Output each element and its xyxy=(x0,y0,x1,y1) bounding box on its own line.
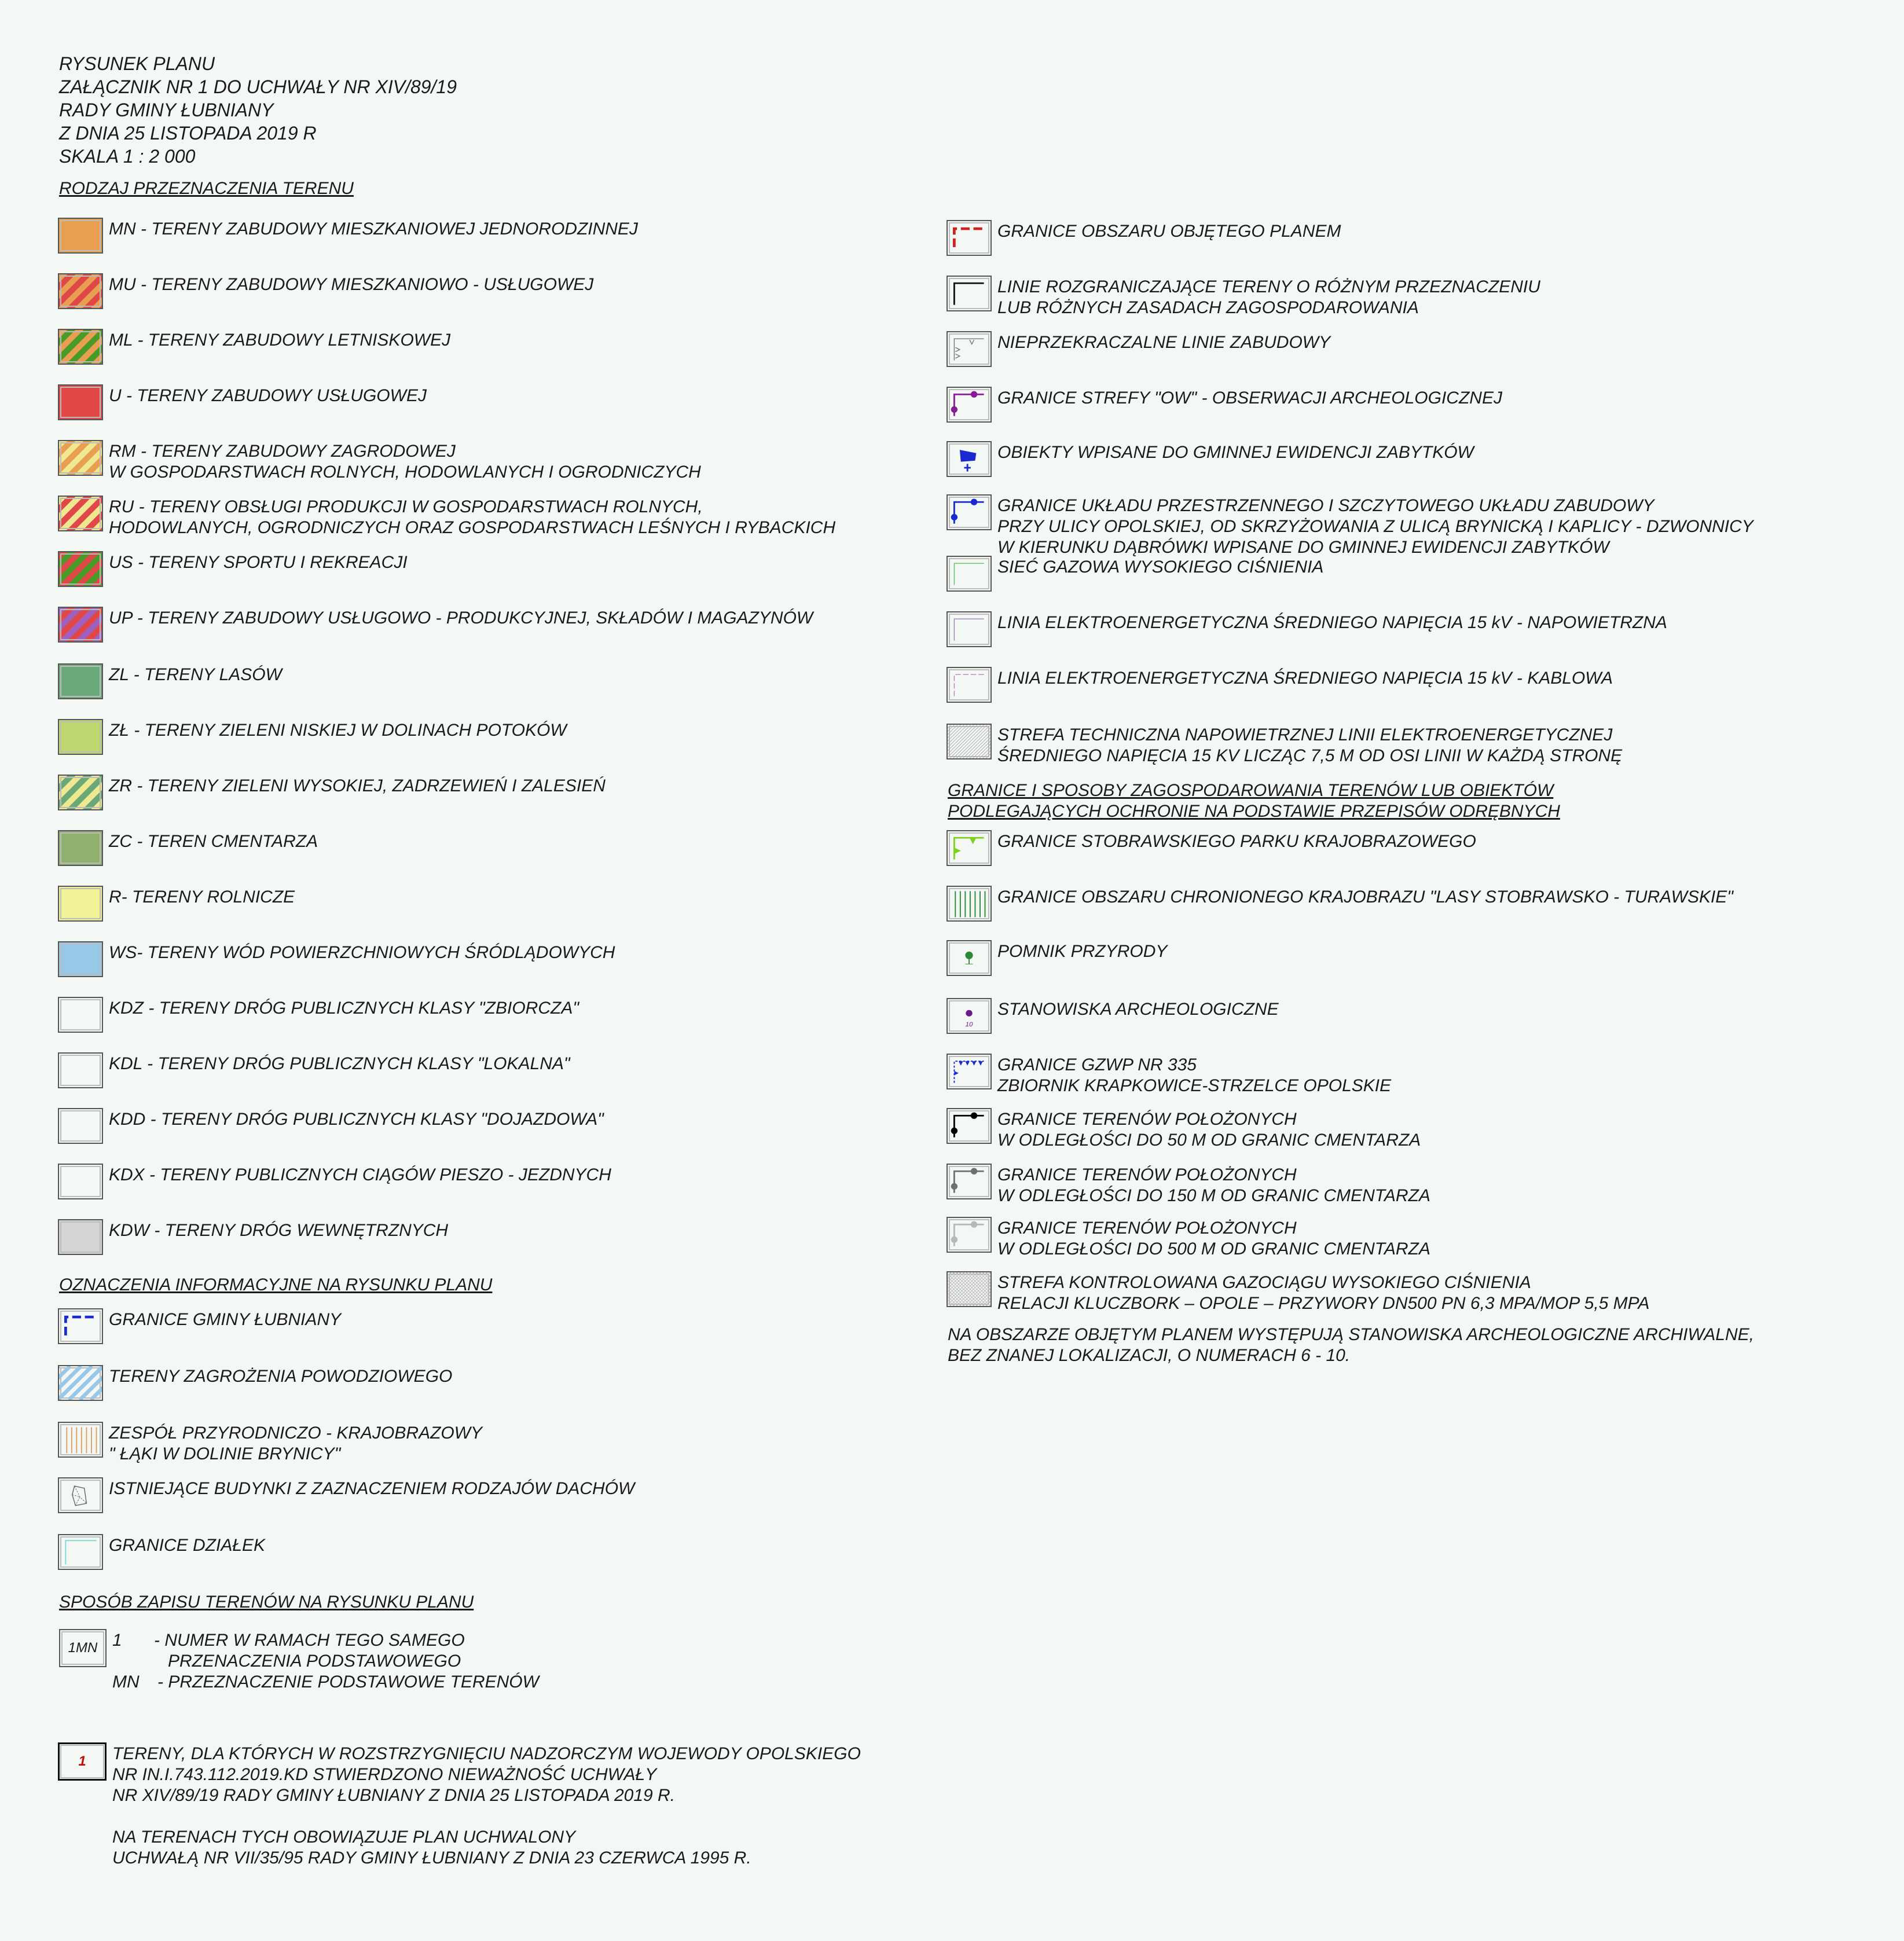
legend-swatch xyxy=(947,1271,992,1307)
legend-label xyxy=(997,1055,1391,1096)
legend-swatch xyxy=(947,387,992,423)
vertical-lines-icon xyxy=(948,887,990,920)
legend-item xyxy=(58,383,427,420)
notation-code: 1 xyxy=(112,1631,122,1650)
legend-label-line: TERENY ZAGROŻENIA POWODZIOWEGO xyxy=(109,1367,453,1386)
legend-label-line: ZBIORNIK KRAPKOWICE-STRZELCE OPOLSKIE xyxy=(997,1076,1392,1095)
legend-swatch xyxy=(947,1054,992,1089)
legend-label-line: ZESPÓŁ PRZYRODNICZO - KRAJOBRAZOWY xyxy=(109,1423,483,1443)
legend-item xyxy=(947,1216,1430,1260)
legend-item xyxy=(58,328,450,365)
legend-item xyxy=(58,885,295,922)
legend-label-line: MU - TERENY ZABUDOWY MIESZKANIOWO - USŁUGOWEJ xyxy=(109,275,594,294)
legend-label xyxy=(997,668,1613,689)
legend-label-line: PRZY ULICY OPOLSKIEJ, OD SKRZYŻOWANIA Z ULICĄ BRYNICKĄ I KAPLICY - DZWONNICY xyxy=(997,517,1753,536)
legend-label xyxy=(109,274,593,295)
legend-swatch xyxy=(58,941,103,977)
legend-label xyxy=(997,1165,1430,1206)
notation-desc: - NUMER W RAMACH TEGO SAMEGO xyxy=(154,1631,465,1650)
hatch-icon xyxy=(59,1366,102,1400)
notation-box xyxy=(59,1629,107,1667)
legend-item xyxy=(947,219,1341,256)
legend-swatch xyxy=(947,940,992,976)
legend-label-line: ISTNIEJĄCE BUDYNKI Z ZAZNACZENIEM RODZAJÓW DACHÓW xyxy=(109,1479,635,1498)
legend-label-line: OBIEKTY WPISANE DO GMINNEJ EWIDENCJI ZABYTKÓW xyxy=(997,443,1474,462)
legend-item xyxy=(947,1270,1649,1314)
legend-label-line: W ODLEGŁOŚCI DO 500 M OD GRANIC CMENTARZA xyxy=(997,1239,1430,1258)
legend-item xyxy=(58,1107,604,1144)
dashed-boundary-icon xyxy=(948,221,990,255)
legend-swatch xyxy=(58,1108,103,1144)
legend-label-line: GRANICE GMINY ŁUBNIANY xyxy=(109,1310,342,1329)
legend-label xyxy=(997,999,1279,1020)
arrow-boundary-icon xyxy=(948,1055,990,1088)
legend-label xyxy=(109,1478,634,1499)
invalidated-box-label: 1 xyxy=(78,1753,86,1769)
triangle-boundary-icon xyxy=(948,831,990,865)
solid-boundary-icon xyxy=(948,277,990,310)
legend-label-line: W ODLEGŁOŚCI DO 50 M OD GRANIC CMENTARZA xyxy=(997,1131,1421,1150)
legend-swatch xyxy=(58,775,103,810)
legend-label-line: UP - TERENY ZABUDOWY USŁUGOWO - PRODUKCYJNEJ, SKŁADÓW I MAGAZYNÓW xyxy=(109,608,813,628)
legend-label xyxy=(109,1423,482,1465)
legend-label xyxy=(109,1220,448,1241)
legend-item xyxy=(58,1421,482,1465)
legend-item xyxy=(58,773,606,810)
legend-item xyxy=(947,1107,1421,1151)
legend-label xyxy=(997,496,1753,558)
legend-item xyxy=(947,1162,1430,1206)
legend-item xyxy=(58,1218,448,1255)
legend-item xyxy=(947,939,1167,976)
dotted-boundary-icon xyxy=(948,1109,990,1143)
dotted-boundary-icon xyxy=(948,496,990,529)
legend-label xyxy=(997,277,1540,318)
legend-label xyxy=(109,441,701,483)
legend-item xyxy=(58,494,835,538)
section-title-land-use: RODZAJ PRZEZNACZENIA TERENU xyxy=(59,179,354,198)
legend-label-line: KDD - TERENY DRÓG PUBLICZNYCH KLASY "DOJAZDOWA" xyxy=(109,1110,604,1129)
legend-label-line: ZŁ - TERENY ZIELENI NISKIEJ W DOLINACH POTOKÓW xyxy=(109,721,567,740)
legend-label xyxy=(109,330,450,351)
legend-label-line: KDZ - TERENY DRÓG PUBLICZNYCH KLASY "ZBIORCZA" xyxy=(109,999,579,1018)
notation-desc: PRZENACZENIA PODSTAWOWEGO xyxy=(168,1652,461,1671)
legend-item xyxy=(947,330,1330,367)
legend-label-line: ZC - TEREN CMENTARZA xyxy=(109,832,318,851)
legend-item xyxy=(58,662,282,699)
site-number: 10 xyxy=(965,1021,973,1028)
legend-label-line: GRANICE TERENÓW POŁOŻONYCH xyxy=(997,1110,1297,1129)
legend-swatch xyxy=(58,1477,103,1513)
legend-label xyxy=(997,831,1476,852)
legend-label-line: GRANICE GZWP NR 335 xyxy=(997,1055,1197,1074)
dashed-thin-line-icon xyxy=(948,668,990,702)
thin-line-icon xyxy=(948,557,990,590)
legend-label-line: GRANICE TERENÓW POŁOŻONYCH xyxy=(997,1165,1297,1184)
legend-label xyxy=(997,221,1341,242)
legend-label-line: W ODLEGŁOŚCI DO 150 M OD GRANIC CMENTARZA xyxy=(997,1186,1430,1205)
header-line: SKALA 1 : 2 000 xyxy=(59,146,196,167)
invalidated-line: NR XIV/89/19 RADY GMINY ŁUBNIANY Z DNIA 25 LISTOPADA 2019 R. xyxy=(112,1786,676,1805)
legend-label xyxy=(109,552,408,573)
legend-swatch xyxy=(947,331,992,367)
legend-swatch xyxy=(58,273,103,309)
legend-swatch xyxy=(58,997,103,1033)
invalidated-areas-item xyxy=(58,1741,861,1869)
legend-swatch xyxy=(58,1052,103,1088)
legend-swatch xyxy=(58,1422,103,1458)
legend-label xyxy=(109,1535,265,1556)
legend-item xyxy=(58,940,615,977)
legend-label xyxy=(109,942,615,963)
legend-label-line: RM - TERENY ZABUDOWY ZAGRODOWEJ xyxy=(109,442,456,461)
legend-item xyxy=(58,1162,611,1199)
legend-label xyxy=(997,1218,1430,1260)
legend-swatch xyxy=(947,667,992,703)
legend-item xyxy=(58,1533,265,1570)
legend-item xyxy=(58,718,567,755)
legend-swatch xyxy=(947,611,992,647)
section-title-protection-line: PODLEGAJĄCYCH OCHRONIE NA PODSTAWIE PRZEPISÓW ODRĘBNYCH xyxy=(948,802,1560,821)
legend-item xyxy=(58,217,638,254)
invalidated-text xyxy=(112,1744,861,1869)
legend-item xyxy=(947,885,1733,922)
legend-item xyxy=(947,274,1540,318)
legend-label-line: GRANICE STOBRAWSKIEGO PARKU KRAJOBRAZOWEGO xyxy=(997,832,1476,851)
notation-code: MN xyxy=(112,1672,140,1692)
legend-label xyxy=(997,388,1502,409)
legend-item xyxy=(947,997,1279,1034)
legend-swatch xyxy=(947,724,992,759)
legend-item xyxy=(58,1051,570,1088)
legend-label-line: KDX - TERENY PUBLICZNYCH CIĄGÓW PIESZO - JEZDNYCH xyxy=(109,1165,611,1184)
legend-swatch xyxy=(947,441,992,477)
archaeology-note xyxy=(948,1324,1754,1366)
legend-swatch xyxy=(947,494,992,530)
legend-swatch xyxy=(58,607,103,643)
legend-swatch xyxy=(58,496,103,531)
legend-label xyxy=(109,219,638,240)
legend-label-line: ŚREDNIEGO NAPIĘCIA 15 KV LICZĄC 7,5 M OD OSI LINII W KAŻDĄ STRONĘ xyxy=(997,746,1623,765)
legend-label xyxy=(109,665,282,685)
legend-label xyxy=(109,1309,341,1330)
legend-label-line: GRANICE OBSZARU OBJĘTEGO PLANEM xyxy=(997,222,1341,241)
thin-line-icon xyxy=(948,612,990,646)
legend-swatch xyxy=(58,1164,103,1199)
legend-label xyxy=(109,776,606,797)
legend-label-line: " ŁĄKI W DOLINIE BRYNICY" xyxy=(109,1444,341,1463)
invalidated-note-line: UCHWAŁĄ NR VII/35/95 RADY GMINY ŁUBNIANY Z DNIA 23 CZERWCA 1995 R. xyxy=(112,1848,751,1867)
legend-label-line: WS- TERENY WÓD POWIERZCHNIOWYCH ŚRÓDLĄDOWYCH xyxy=(109,943,615,962)
legend-label-line: LINIA ELEKTROENERGETYCZNA ŚREDNIEGO NAPIĘCIA 15 kV - KABLOWA xyxy=(997,669,1613,688)
dot-number-icon xyxy=(948,999,990,1033)
legend-swatch xyxy=(58,663,103,699)
legend-label-line: LINIA ELEKTROENERGETYCZNA ŚREDNIEGO NAPIĘCIA 15 kV - NAPOWIETRZNA xyxy=(997,613,1667,632)
legend-label-line: ZR - TERENY ZIELENI WYSOKIEJ, ZADRZEWIEŃ I ZALESIEŃ xyxy=(109,776,606,795)
legend-swatch xyxy=(947,886,992,922)
section-title-protection xyxy=(948,780,1560,822)
building-icon xyxy=(59,1478,102,1512)
legend-swatch xyxy=(58,218,103,254)
invalidated-line: NR IN.I.743.112.2019.KD STWIERDZONO NIEWAŻNOŚĆ UCHWAŁY xyxy=(112,1765,657,1784)
hatch-icon xyxy=(948,725,990,758)
legend-label-line: RU - TERENY OBSŁUGI PRODUKCJI W GOSPODARSTWACH ROLNYCH, xyxy=(109,497,703,516)
legend-label xyxy=(997,887,1733,908)
legend-swatch xyxy=(947,556,992,592)
archaeology-note-line: NA OBSZARZE OBJĘTYM PLANEM WYSTĘPUJĄ STANOWISKA ARCHEOLOGICZNE ARCHIWALNE, xyxy=(948,1325,1754,1344)
legend-label-line: US - TERENY SPORTU I REKREACJI xyxy=(109,553,408,572)
legend-swatch xyxy=(947,276,992,311)
legend-label xyxy=(997,1109,1421,1151)
legend-label xyxy=(997,941,1167,962)
legend-item xyxy=(947,555,1323,592)
legend-label-line: LUB RÓŻNYCH ZASADACH ZAGOSPODAROWANIA xyxy=(997,298,1419,317)
legend-swatch xyxy=(58,1534,103,1570)
legend-label xyxy=(109,386,427,406)
legend-swatch xyxy=(947,998,992,1034)
legend-label xyxy=(997,725,1622,766)
invalidated-box xyxy=(58,1742,107,1781)
legend-label xyxy=(997,442,1474,463)
legend-item xyxy=(947,1052,1391,1096)
legend-swatch xyxy=(947,830,992,866)
legend-item xyxy=(58,1307,341,1344)
legend-label xyxy=(109,887,295,908)
header-line: RADY GMINY ŁUBNIANY xyxy=(59,100,274,120)
monument-icon xyxy=(948,442,990,476)
legend-label xyxy=(997,332,1330,353)
archaeology-note-line: BEZ ZNANEJ LOKALIZACJI, O NUMERACH 6 - 10. xyxy=(948,1346,1351,1365)
legend-item xyxy=(947,722,1622,766)
legend-item xyxy=(58,550,408,587)
notation-text xyxy=(112,1630,633,1700)
legend-item xyxy=(58,272,593,309)
notation-box-label: 1MN xyxy=(68,1640,98,1656)
section-title-notation: SPOSÓB ZAPISU TERENÓW NA RYSUNKU PLANU xyxy=(59,1593,474,1612)
tree-icon xyxy=(948,941,990,975)
invalidated-line: TERENY, DLA KTÓRYCH W ROZSTRZYGNIĘCIU NADZORCZYM WOJEWODY OPOLSKIEGO xyxy=(112,1744,861,1763)
legend-label-line: W KIERUNKU DĄBRÓWKI WPISANE DO GMINNEJ EWIDENCJI ZABYTKÓW xyxy=(997,538,1609,557)
legend-swatch xyxy=(947,1108,992,1144)
dotted-boundary-icon xyxy=(948,388,990,421)
legend-swatch xyxy=(58,830,103,866)
notation-desc: - PRZEZNACZENIE PODSTAWOWE TERENÓW xyxy=(157,1672,539,1692)
legend-swatch xyxy=(947,1164,992,1199)
section-title-info: OZNACZENIA INFORMACYJNE NA RYSUNKU PLANU xyxy=(59,1275,493,1294)
legend-item xyxy=(58,439,701,483)
legend-item xyxy=(947,829,1476,866)
legend-label xyxy=(109,998,579,1019)
legend-label-line: GRANICE STREFY "OW" - OBSERWACJI ARCHEOLOGICZNEJ xyxy=(997,388,1502,408)
legend-label-line: KDW - TERENY DRÓG WEWNĘTRZNYCH xyxy=(109,1221,449,1240)
legend-item xyxy=(58,829,318,866)
legend-label xyxy=(109,1366,452,1387)
header-line: Z DNIA 25 LISTOPADA 2019 R xyxy=(59,123,317,144)
legend-label xyxy=(109,608,813,629)
legend-swatch xyxy=(58,1219,103,1255)
legend-swatch xyxy=(58,719,103,755)
legend-label xyxy=(109,1165,611,1186)
legend-label-line: ML - TERENY ZABUDOWY LETNISKOWEJ xyxy=(109,331,451,350)
legend-label-line: U - TERENY ZABUDOWY USŁUGOWEJ xyxy=(109,386,427,405)
legend-label xyxy=(109,1054,570,1074)
legend-label-line: SIEĆ GAZOWA WYSOKIEGO CIŚNIENIA xyxy=(997,557,1324,577)
legend-swatch xyxy=(947,1217,992,1253)
legend-label-line: HODOWLANYCH, OGRODNICZYCH ORAZ GOSPODARSTWACH LEŚNYCH I RYBACKICH xyxy=(109,518,836,537)
legend-label xyxy=(997,612,1667,633)
legend-label-line: LINIE ROZGRANICZAJĄCE TERENY O RÓŻNYM PRZEZNACZENIU xyxy=(997,277,1540,296)
legend-swatch xyxy=(58,1365,103,1401)
header-line: RYSUNEK PLANU xyxy=(59,53,215,74)
legend-label-line: GRANICE OBSZARU CHRONIONEGO KRAJOBRAZU "LASY STOBRAWSKO - TURAWSKIE" xyxy=(997,887,1733,907)
legend-label-line: STREFA KONTROLOWANA GAZOCIĄGU WYSOKIEGO CIŚNIENIA xyxy=(997,1273,1531,1292)
vertical-lines-icon xyxy=(59,1423,102,1456)
legend-label xyxy=(109,831,318,852)
legend-swatch xyxy=(58,886,103,922)
legend-label-line: GRANICE TERENÓW POŁOŻONYCH xyxy=(997,1219,1297,1238)
legend-item xyxy=(947,666,1613,703)
legend-swatch xyxy=(58,440,103,476)
legend-label-line: R- TERENY ROLNICZE xyxy=(109,887,295,907)
crosshatch-icon xyxy=(948,1272,990,1306)
legend-label-line: RELACJI KLUCZBORK – OPOLE – PRZYWORY DN500 PN 6,3 MPA/MOP 5,5 MPA xyxy=(997,1294,1650,1313)
legend-swatch xyxy=(58,384,103,420)
header-line: ZAŁĄCZNIK NR 1 DO UCHWAŁY NR XIV/89/19 xyxy=(59,76,457,97)
triangle-line-icon xyxy=(948,332,990,366)
legend-label-line: W GOSPODARSTWACH ROLNYCH, HODOWLANYCH I OGRODNICZYCH xyxy=(109,463,701,482)
dotted-boundary-icon xyxy=(948,1218,990,1252)
legend-label xyxy=(109,720,567,741)
legend-label-line: KDL - TERENY DRÓG PUBLICZNYCH KLASY "LOKALNA" xyxy=(109,1054,570,1073)
legend-item xyxy=(58,996,579,1033)
section-title-protection-line: GRANICE I SPOSOBY ZAGOSPODAROWANIA TERENÓW LUB OBIEKTÓW xyxy=(948,781,1554,800)
legend-item xyxy=(947,493,1753,558)
legend-label xyxy=(997,557,1323,578)
legend-label-line: POMNIK PRZYRODY xyxy=(997,942,1168,961)
legend-label xyxy=(109,497,835,538)
legend-item xyxy=(947,386,1502,423)
legend-item xyxy=(58,1476,634,1513)
legend-label xyxy=(997,1272,1649,1314)
legend-label xyxy=(109,1109,604,1130)
legend-label-line: GRANICE UKŁADU PRZESTRZENNEGO I SZCZYTOWEGO UKŁADU ZABUDOWY xyxy=(997,496,1654,515)
dotted-boundary-icon xyxy=(948,1165,990,1198)
legend-swatch xyxy=(58,329,103,365)
legend-label-line: GRANICE DZIAŁEK xyxy=(109,1536,266,1555)
legend-label-line: MN - TERENY ZABUDOWY MIESZKANIOWEJ JEDNORODZINNEJ xyxy=(109,219,638,239)
legend-swatch xyxy=(58,551,103,587)
legend-label-line: STANOWISKA ARCHEOLOGICZNE xyxy=(997,1000,1279,1019)
legend-item xyxy=(58,606,813,643)
legend-label-line: NIEPRZEKRACZALNE LINIE ZABUDOWY xyxy=(997,333,1331,352)
dashed-boundary-icon xyxy=(59,1309,102,1343)
legend-label-line: ZL - TERENY LASÓW xyxy=(109,665,282,684)
legend-item xyxy=(947,610,1667,647)
legend-item xyxy=(947,440,1474,477)
parcel-boundary-icon xyxy=(59,1535,102,1569)
legend-swatch xyxy=(947,220,992,256)
notation-item xyxy=(59,1628,633,1700)
legend-label-line: STREFA TECHNICZNA NAPOWIETRZNEJ LINII ELEKTROENERGETYCZNEJ xyxy=(997,725,1613,744)
legend-swatch xyxy=(58,1308,103,1344)
legend-item xyxy=(58,1364,452,1401)
invalidated-note-line: NA TERENACH TYCH OBOWIĄZUJE PLAN UCHWALONY xyxy=(112,1828,576,1847)
